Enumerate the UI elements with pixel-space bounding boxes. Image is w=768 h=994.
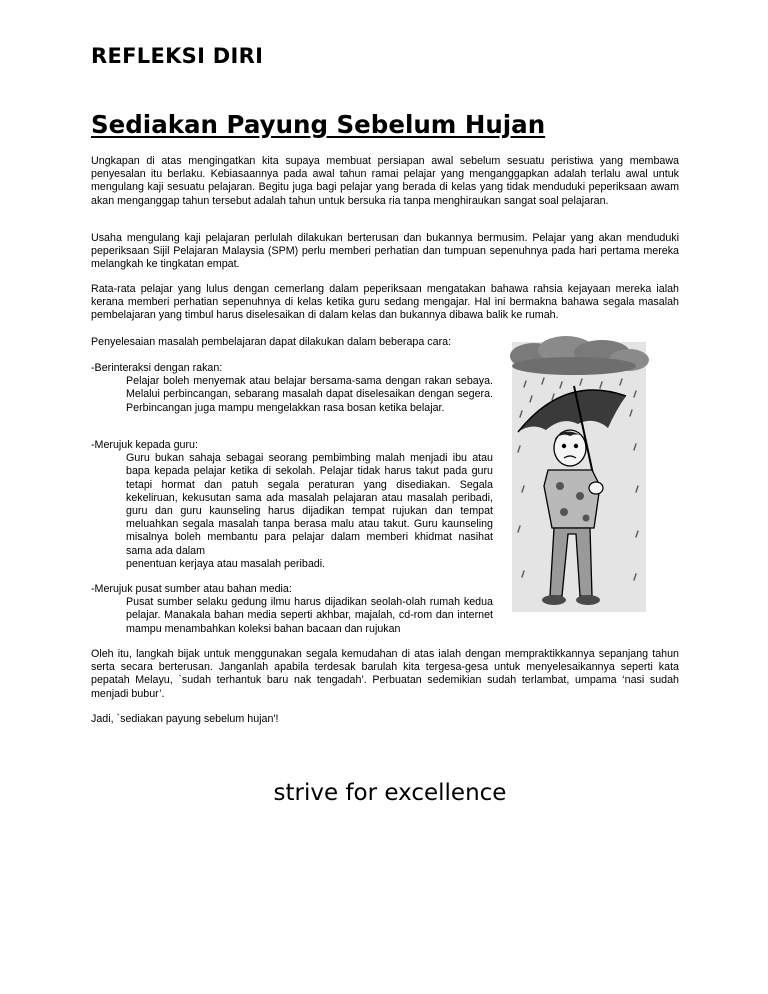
way-body: Pusat sumber selaku gedung ilmu harus dijadikan seolah-olah rumah kedua pelajar. Manakala bahan media seperti akhbar, majalah, cd-rom dan internet mampu menambahkan koleksi bahan bacaan dan rujukan <box>126 596 493 635</box>
paragraph-ways-intro: Penyelesaian masalah pembelajaran dapat dilakukan dalam beberapa cara: <box>91 336 452 348</box>
motto-text: strive for excellence <box>273 780 507 806</box>
paragraph-intro: Ungkapan di atas mengingatkan kita supaya membuat persiapan awal sebelum sesuatu peristiwa yang membawa penyesalan itu berlaku. Kebiasaannya pada awal tahun ramai pelajar yang menganggapkan adalah terlalu awal untuk mengulang kaji sesuatu pelajaran. Begitu juga bagi pelajar yang berada di kelas yang tidak menduduki peperiksaan awam akan menganggap tahun tersebut adalah tahun untuk bersuka ria tanpa menghiraukan sangat soal pelajaran. <box>91 155 679 207</box>
essay-title: Sediakan Payung Sebelum Hujan <box>91 110 546 139</box>
way-teacher <box>91 439 493 571</box>
paragraph-final: Jadi, `sediakan payung sebelum hujan'! <box>91 713 279 725</box>
way-heading: -Merujuk pusat sumber atau bahan media: <box>91 583 292 595</box>
way-heading: -Berinteraksi dengan rakan: <box>91 362 223 374</box>
paragraph-conclusion: Oleh itu, langkah bijak untuk menggunakan segala kemudahan di atas ialah dengan mempraktikkannya sepanjang tahun serta secara berterusan. Janganlah apabila terdesak barulah kita tergesa-gesa untuk menyelesaikannya seperti kata pepatah Melayu, `sudah terhantuk baru nak tengadah’. Perbuatan sedemikian sudah terlambat, umpama ‘nasi sudah menjadi bubur’. <box>91 648 679 700</box>
way-body: Guru bukan sahaja sebagai seorang pembimbing malah menjadi ibu atau bapa kepada pelajar ketika di sekolah. Pelajar tidak harus takut pada guru tetapi hormat dan patuh segala peraturan yang disediakan. Segala kekeliruan, kekusutan sama ada masalah pelajaran atau masalah peribadi, guru dan guru kaunseling harus dijadikan tempat rujukan dan tempat meluahkan segala masalah tanpa berasa malu atau takut. Guru kaunseling misalnya boleh membantu para pelajar dalam memberi khidmat nasihat sama ada dalam <box>126 452 493 557</box>
way-resource-centre <box>91 583 493 636</box>
way-body-tail: penentuan kerjaya atau masalah peribadi. <box>126 557 326 570</box>
paragraph-excellence: Rata-rata pelajar yang lulus dengan cemerlang dalam peperiksaan mengatakan bahawa rahsia kejayaan mereka ialah kerana memberi perhatian sepenuhnya di kelas ketika guru sedang mengajar. Hal ini bermakna bahawa segala masalah pembelajaran yang timbul harus diselesaikan di dalam kelas dan bukannya dibawa balik ke rumah. <box>91 283 679 322</box>
way-heading: -Merujuk kepada guru: <box>91 439 198 451</box>
boy-umbrella-rain-illustration <box>504 336 654 614</box>
way-friends <box>91 362 493 415</box>
paragraph-revision: Usaha mengulang kaji pelajaran perlulah dilakukan berterusan dan bukannya bermusim. Pelajar yang akan menduduki peperiksaan Sijil Pelajaran Malaysia (SPM) perlu memberi perhatian dan tumpuan sepenuhnya pada hari pertama mereka melangkah ke tingkatan empat. <box>91 232 679 271</box>
section-heading: REFLEKSI DIRI <box>91 44 264 68</box>
rain-cloud-icon <box>510 336 649 375</box>
way-body: Pelajar boleh menyemak atau belajar bersama-sama dengan rakan sebaya. Melalui perbincangan, sebarang masalah dapat diselesaikan dengan segera. Perbincangan juga mampu mengelakkan rasa bosan ketika belajar. <box>126 375 493 414</box>
